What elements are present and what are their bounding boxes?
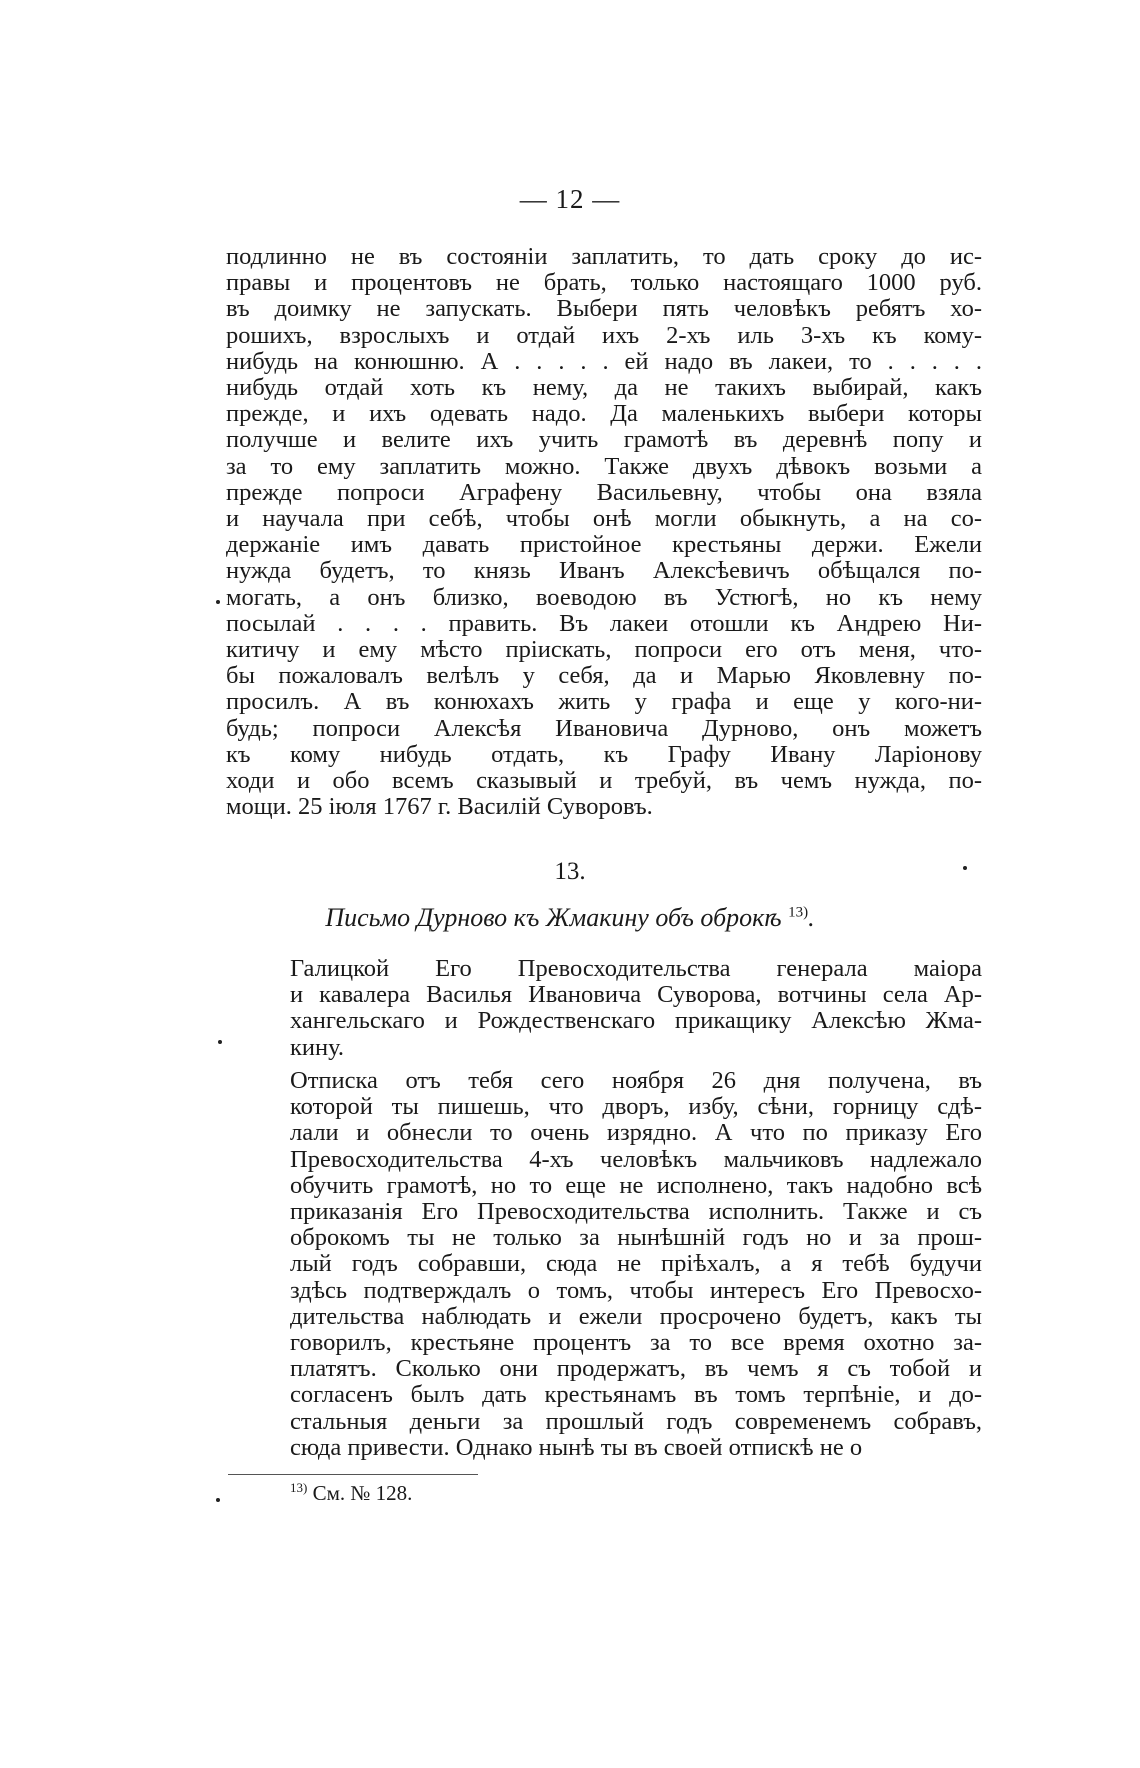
letter-13-body bbox=[226, 1068, 982, 1461]
text-line: просилъ. А въ конюхахъ жить у графа и еще у кого-ни- bbox=[226, 688, 982, 716]
text-line: нибудь отдай хоть къ нему, да не такихъ выбирай, какъ bbox=[226, 374, 982, 402]
text-line: дительства наблюдать и ежели просрочено будетъ, какъ ты bbox=[290, 1302, 982, 1330]
text-line: Галицкой Его Превосходительства генерала маiора bbox=[290, 955, 982, 982]
title-period: . bbox=[808, 903, 815, 932]
text-line: за то ему заплатить можно. Также двухъ дѣвокъ возьми а bbox=[226, 452, 982, 480]
text-line: оброкомъ ты не только за нынѣшнiй годъ но и за прош- bbox=[290, 1224, 982, 1252]
text-line: держанiе имъ давать пристойное крестьяны держи. Ежели bbox=[226, 531, 982, 559]
text-line: и научала при себѣ, чтобы онѣ могли обыкнуть, а на со- bbox=[226, 505, 982, 533]
text-line: хангельскаго и Рождественскаго прикащику Алексѣю Жма- bbox=[290, 1007, 982, 1035]
text-line: которой ты пишешь, что дворъ, избу, сѣни, горницу сдѣ- bbox=[290, 1093, 982, 1121]
paragraph bbox=[226, 244, 982, 820]
text-line: говорилъ, крестьяне процентъ за то все время охотно за- bbox=[290, 1329, 982, 1357]
text-line: рошихъ, взрослыхъ и отдай ихъ 2-хъ иль 3-хъ къ кому- bbox=[226, 321, 982, 349]
text-line: здѣсь подтверждалъ о томъ, чтобы интересъ Его Превосхо- bbox=[290, 1276, 982, 1304]
print-speck bbox=[963, 866, 967, 870]
text-line: прежде, и ихъ одевать надо. Да маленькихъ выбери которы bbox=[226, 400, 982, 428]
text-line: подлинно не въ состоянiи заплатить, то дать сроку до ис- bbox=[226, 243, 982, 270]
text-line: согласенъ былъ дать крестьянамъ въ томъ терпѣнiе, и до- bbox=[290, 1381, 982, 1409]
text-line: лый годъ собравши, сюда не прiѣхалъ, а я тебѣ будучи bbox=[290, 1250, 982, 1278]
text-line: нужда будетъ, то князь Иванъ Алексѣевичъ обѣщался по- bbox=[226, 557, 982, 585]
text-line: обучить грамотѣ, но то еще не исполнено, такъ надобно всѣ bbox=[290, 1171, 982, 1199]
paragraph bbox=[226, 1068, 982, 1461]
section-title bbox=[0, 903, 1140, 933]
footnote-text: См. № 128. bbox=[312, 1481, 413, 1505]
footnote-divider bbox=[228, 1474, 478, 1475]
text-line: и кавалера Василья Ивановича Суворова, вотчины села Ар- bbox=[290, 981, 982, 1009]
print-speck bbox=[216, 600, 220, 604]
text-line: Отписка отъ тебя сего ноября 26 дня получена, въ bbox=[290, 1067, 982, 1094]
text-line: приказанiя Его Превосходительства исполнить. Также и съ bbox=[290, 1198, 982, 1226]
page-number: — 12 — bbox=[519, 184, 621, 214]
text-line: будь; попроси Алексѣя Ивановича Дурново, онъ можетъ bbox=[226, 714, 982, 742]
section-title-text: Письмо Дурново къ Жмакину объ оброкѣ bbox=[325, 903, 782, 932]
footnote-reference: 13) bbox=[788, 904, 809, 921]
text-line: получше и велите ихъ учить грамотѣ въ деревнѣ попу и bbox=[226, 426, 982, 454]
text-line: кину. bbox=[290, 1033, 345, 1061]
print-speck bbox=[216, 1498, 220, 1502]
print-speck bbox=[218, 1040, 222, 1044]
text-line: нибудь на конюшню. А . . . . . ей надо въ лакеи, то . . . . . bbox=[226, 347, 982, 375]
text-line: Превосходительства 4-хъ человѣкъ мальчиковъ надлежало bbox=[290, 1145, 982, 1173]
text-line: ходи и обо всемъ сказывый и требуй, въ чемъ нужда, по- bbox=[226, 767, 982, 795]
text-line: мощи. 25 iюля 1767 г. Василiй Суворовъ. bbox=[226, 793, 653, 821]
text-line: бы пожаловалъ велѣлъ у себя, да и Марью Яковлевну по- bbox=[226, 662, 982, 690]
footnote-mark: 13) bbox=[290, 1480, 308, 1495]
text-line: посылай . . . . править. Въ лакеи отошли къ Андрею Ни- bbox=[226, 609, 982, 637]
letter-12-body bbox=[226, 244, 982, 820]
letter-13-address bbox=[226, 956, 982, 1061]
text-line: стальныя деньги за прошлый годъ современемъ собравъ, bbox=[290, 1407, 982, 1435]
text-line: платятъ. Сколько они продержатъ, въ чемъ я съ тобой и bbox=[290, 1355, 982, 1383]
text-line: китичу и ему мѣсто прiискать, попроси его отъ меня, что- bbox=[226, 636, 982, 664]
text-line: правы и процентовъ не брать, только настоящаго 1000 руб. bbox=[226, 269, 982, 297]
text-line: могать, а онъ близко, воеводою въ Устюгѣ, но къ нему bbox=[226, 583, 982, 611]
section-number: 13. bbox=[554, 858, 586, 885]
text-line: лали и обнесли то очень изрядно. А что по приказу Его bbox=[290, 1119, 982, 1147]
text-line: къ кому нибудь отдать, къ Графу Ивану Ларiонову bbox=[226, 740, 982, 768]
footnote bbox=[290, 1480, 412, 1506]
text-line: въ доимку не запускать. Выбери пять человѣкъ ребятъ хо- bbox=[226, 295, 982, 323]
paragraph bbox=[226, 956, 982, 1061]
text-line: прежде попроси Аграфену Васильевну, чтобы она взяла bbox=[226, 478, 982, 506]
text-line: сюда привести. Однако нынѣ ты въ своей отпискѣ не о bbox=[290, 1433, 863, 1461]
